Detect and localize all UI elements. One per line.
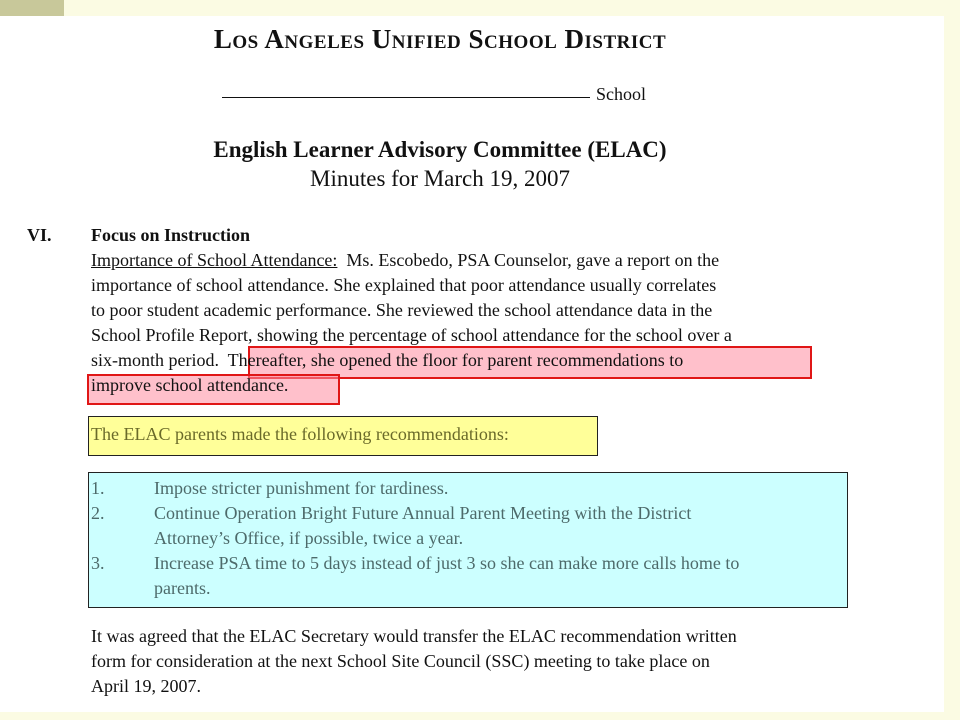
closing-line: April 19, 2007. xyxy=(91,676,201,696)
section-title: Focus on Instruction xyxy=(91,225,251,245)
slide-bottom-band xyxy=(0,712,960,720)
highlighted-text: improve school attendance. xyxy=(91,375,289,395)
section-number: VI. xyxy=(27,225,52,245)
closing-line: It was agreed that the ELAC Secretary would transfer the ELAC recommendation written xyxy=(91,626,737,646)
attendance-paragraph xyxy=(91,248,851,398)
recommendations-heading: The ELAC parents made the following recommendations: xyxy=(91,424,509,444)
paragraph-line: to poor student academic performance. She reviewed the school attendance data in the xyxy=(91,300,713,320)
committee-title: English Learner Advisory Committee (ELAC) xyxy=(213,137,667,162)
school-name-blank xyxy=(222,97,590,98)
recommendation-text: Continue Operation Bright Future Annual Parent Meeting with the District xyxy=(154,503,692,523)
closing-line: form for consideration at the next School Site Council (SSC) meeting to take place on xyxy=(91,651,710,671)
recommendation-text: Attorney’s Office, if possible, twice a year. xyxy=(154,528,464,548)
recommendation-text: Increase PSA time to 5 days instead of just 3 so she can make more calls home to xyxy=(154,553,740,573)
paragraph-text: six-month period. xyxy=(91,350,228,370)
recommendation-text: Impose stricter punishment for tardiness. xyxy=(154,478,449,498)
closing-paragraph xyxy=(91,624,737,699)
school-label: School xyxy=(596,84,647,104)
recommendation-number: 1. xyxy=(91,478,105,498)
recommendation-number: 2. xyxy=(91,503,105,523)
paragraph-text: Ms. Escobedo, PSA Counselor, gave a report on the xyxy=(337,250,720,270)
recommendation-text: parents. xyxy=(154,578,211,598)
paragraph-line: importance of school attendance. She explained that poor attendance usually correlates xyxy=(91,275,717,295)
highlighted-text: Thereafter, she opened the floor for parent recommendations to xyxy=(227,350,684,370)
paragraph-line: School Profile Report, showing the percentage of school attendance for the school over a xyxy=(91,325,732,345)
attendance-subheading: Importance of School Attendance: xyxy=(91,250,338,270)
recommendation-number: 3. xyxy=(91,553,105,573)
paragraph-line xyxy=(91,348,851,373)
minutes-date: Minutes for March 19, 2007 xyxy=(310,166,570,191)
slide-top-band xyxy=(0,0,960,16)
slide-right-band xyxy=(944,0,960,720)
paragraph-line xyxy=(91,248,851,273)
slide-corner-block xyxy=(0,0,64,16)
school-name-line xyxy=(222,84,646,105)
district-header: Los Angeles Unified School District xyxy=(213,24,667,54)
